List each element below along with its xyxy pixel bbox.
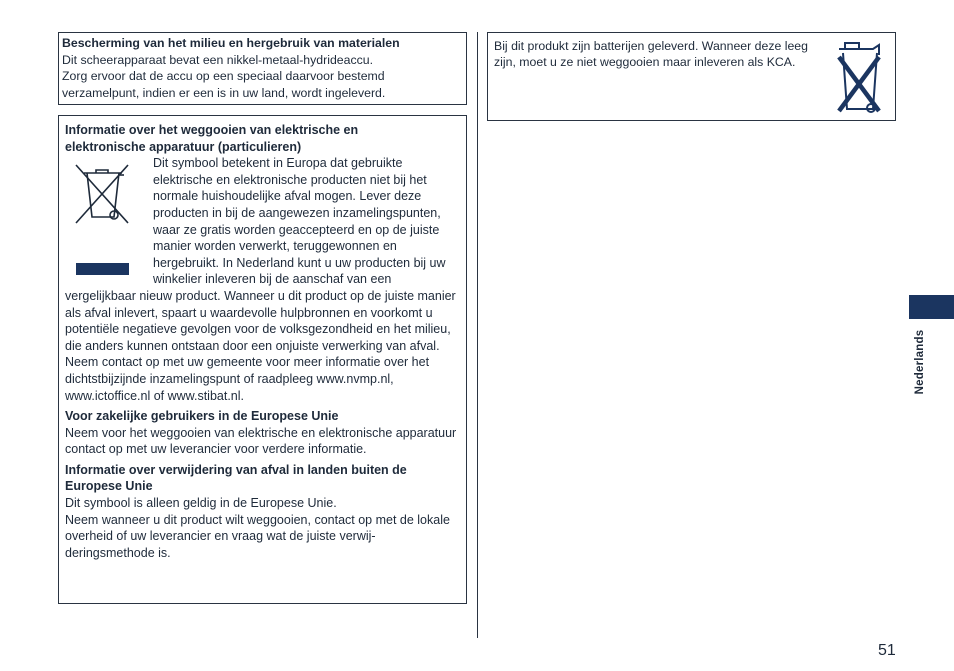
column-divider: [477, 32, 478, 638]
business-heading: Voor zakelijke gebruikers in de Europese Unie: [65, 409, 339, 424]
outside-eu-body: Neem wanneer u dit product wilt weggooien, contact op met de lokale overheid of uw leverancier en vraag wat de juiste verwij-deringsmethode is.: [65, 512, 450, 560]
weee-heading-1: Informatie over het weggooien van elektrische en: [65, 123, 359, 137]
weee-symbol: [65, 155, 153, 273]
battery-text: Bij dit produkt zijn batterijen geleverd. Wanneer deze leeg zijn, moet u ze niet weggooien maar inleveren als KCA.: [494, 39, 808, 70]
outside-eu-heading: Informatie over verwijdering van afval in landen buiten de Europese Unie: [65, 462, 407, 494]
business-body: Neem voor het weggooien van elektrische en elektronische apparatuur contact op met uw leverancier voor verdere informatie.: [65, 425, 457, 457]
recycling-notice-box: [58, 32, 467, 105]
battery-notice-box: [487, 32, 896, 121]
weee-underline-bar: [76, 263, 129, 275]
recycling-heading: Bescherming van het milieu en hergebruik van materialen: [62, 36, 400, 50]
weee-disposal-box: [58, 115, 467, 604]
crossed-out-bin-battery-icon: [831, 39, 887, 115]
recycling-line-1: Dit scheerapparaat bevat een nikkel-metaal-hydrideaccu.: [62, 52, 374, 67]
recycling-line-3: verzamelpunt, indien er een is in uw land, wordt ingeleverd.: [62, 85, 386, 100]
language-label: Nederlands: [914, 329, 926, 395]
crossed-out-wheelie-bin-icon: [70, 161, 134, 225]
page-number: 51: [878, 642, 896, 659]
weee-body: Dit symbool betekent in Europa dat gebruikte elektrische en elektronische producten niet bij het normale huishoudelijke afval mogen. Lever deze producten in bij de aangewezen inzamelingspunten, waar ze gratis worden geaccepteerd en op de juiste manier worden verwerkt, teruggewonnen en hergebruikt. In Nederland kunt u uw producten bij uw winkelier inleveren bij de aanschaf van een vergelijkbaar nieuw product. Wanneer u dit product op de juiste manier als afval inlevert, spaart u waardevolle hulpbronnen en voorkomt u potentiële negatieve gevolgen voor de volksgezondheid en het milieu, die anders kunnen ontstaan door een onjuiste verwerking van afval. Neem contact op met uw gemeente voor meer informatie over het dichtstbijzijnde inzamelingspunt of raadpleeg www.nvmp.nl, www.ictoffice.nl of www.stibat.nl.: [65, 156, 456, 403]
outside-eu-line: Dit symbool is alleen geldig in de Europese Unie.: [65, 496, 337, 511]
weee-heading-2: elektronische apparatuur (particulieren): [65, 139, 302, 154]
recycling-line-2: Zorg ervoor dat de accu op een speciaal daarvoor bestemd: [62, 69, 385, 84]
